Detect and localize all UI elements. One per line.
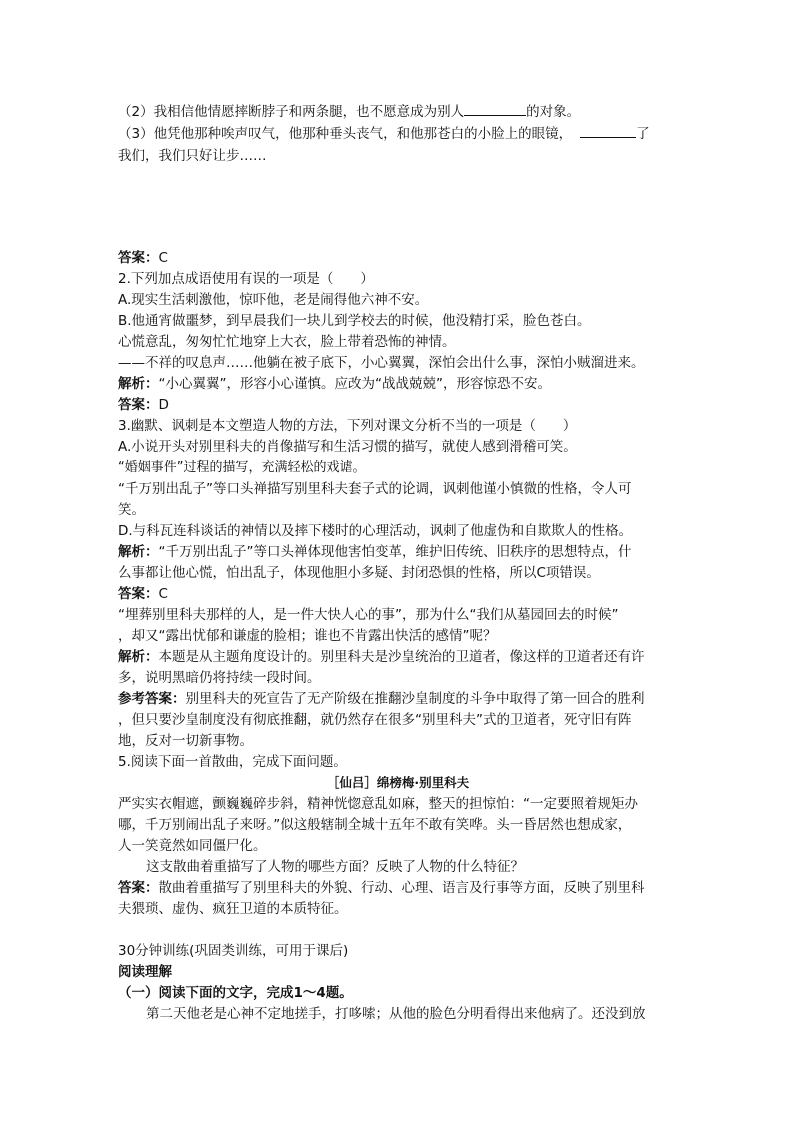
question-3-option-d: D.与科瓦连科谈话的神情以及摔下楼时的心理活动，讽刺了他虚伪和自欺欺人的性格。 [118,523,633,539]
item-3-continued: 我们，我们只好让步…… [118,148,267,164]
answer-value: C [158,586,168,602]
question-4-stem: “埋葬别里科夫那样的人，是一件大快人心的事”，那为什么“我们从墓园回去的时候” [118,607,619,623]
item-3-text: （3）他凭他那种唉声叹气，他那种垂头丧气，和他那苍白的小脸上的眼镜， [118,126,573,142]
item-3-tail: 了 [636,126,650,142]
reference-answer-label: 参考答案： [118,691,186,707]
reference-answer-text: 别里科夫的死宣告了无产阶级在推翻沙皇制度的斗争中取得了第一回合的胜利 [185,691,645,707]
analysis-label: 解析： [118,544,159,560]
reference-answer-continued: 地，反对一切新事物。 [118,733,253,749]
question-4-reference-answer [118,689,645,709]
question-4-stem-continued: ，却又“露出忧郁和谦虚的脸相；谁也不肯露出快活的感情”呢？ [118,628,497,644]
answer-continued: 夫猥琐、虚伪、疯狂卫道的本质特征。 [118,901,348,917]
question-3-option-c-continued: 笑。 [118,502,145,518]
poem-line: 哪，千万别闹出乱子来呀。”似这般辖制全城十五年不敢有笑哗。头一昏居然也想成家， [118,817,632,833]
poem-line: 严实实衣帽遮，颤巍巍碎步斜，精神恍惚意乱如麻，整天的担惊怕：“一定要照着规矩办 [118,796,638,812]
item-2-text: （2）我相信他情愿摔断脖子和两条腿，也不愿意成为别人 [118,104,465,120]
poem-line: 人一笑竟然如同僵尸化。 [118,838,267,854]
question-3-stem: 3.幽默、讽刺是本文塑造人物的方法，下列对课文分析不当的一项是（ ） [118,418,577,434]
question-3-option-c: “千万别出乱子”等口头禅描写别里科夫套子式的论调，讽刺他谨小慎微的性格，令人可 [118,481,632,497]
question-2-option-b: B.他通宵做噩梦，到早晨我们一块儿到学校去的时候，他没精打采，脸色苍白。 [118,313,591,329]
question-2-option-d: ——不祥的叹息声……他躺在被子底下，小心翼翼，深怕会出什么事，深怕小贼溜进来。 [118,355,645,371]
poem-title: ［仙吕］绵榜梅·别里科夫 [326,775,470,790]
question-3-option-b: “婚姻事件”过程的描写，充满轻松的戏谑。 [118,460,366,475]
analysis-text: “千万别出乱子”等口头禅体现他害怕变革，维护旧传统、旧秩序的思想特点，什 [158,544,632,560]
question-2-analysis [118,374,551,394]
training-heading: 30分钟训练(巩固类训练，可用于课后) [118,943,349,959]
analysis-text: “小心翼翼”，形容小心谨慎。应改为“战战兢兢”，形容惊恐不安。 [158,376,551,392]
question-3-option-a: A.小说开头对别里科夫的肖像描写和生活习惯的描写，就使人感到滑稽可笑。 [118,439,577,455]
question-2-answer [118,395,169,415]
question-5-answer [118,878,645,898]
analysis-label: 解析： [118,649,159,665]
question-3-analysis [118,542,632,562]
question-4-analysis [118,647,645,667]
question-4-analysis-continued: 多，说明黑暗仍将持续一段时间。 [118,670,321,686]
answer-text: 散曲着重描写了别里科夫的外貌、行动、心理、语言及行事等方面，反映了别里科 [158,880,645,896]
question-3-analysis-continued: 么事都让他心慌，怕出乱子，体现他胆小多疑、封闭恐惧的性格，所以C项错误。 [118,565,600,581]
reference-answer-continued: ，但只要沙皇制度没有彻底推翻，就仍然存在很多“别里科夫”式的卫道者，死守旧有阵 [118,712,632,728]
question-2-option-c: 心慌意乱，匆匆忙忙地穿上大衣，脸上带着恐怖的神情。 [118,334,456,350]
answer-1 [118,248,168,268]
answer-value: C [158,250,168,266]
question-3-answer [118,584,168,604]
analysis-text: 本题是从主题角度设计的。别里科夫是沙皇统治的卫道者，像这样的卫道者还有许 [158,649,645,665]
question-5-stem: 5.阅读下面一首散曲，完成下面问题。 [118,754,347,770]
fill-blank [580,124,636,138]
item-2 [118,102,580,122]
answer-label: 答案： [118,880,159,896]
item-2-tail: 的对象。 [526,104,581,120]
question-2-stem: 2.下列加点成语使用有误的一项是（ ） [118,271,374,287]
question-2-option-a: A.现实生活刺激他，惊吓他，老是闹得他六神不安。 [118,292,429,308]
answer-label: 答案： [118,586,159,602]
section-heading: 阅读理解 [118,964,172,980]
answer-value: D [158,397,169,413]
answer-label: 答案： [118,250,159,266]
answer-label: 答案： [118,397,159,413]
analysis-label: 解析： [118,376,159,392]
fill-blank [464,102,526,116]
item-3 [118,124,650,144]
passage-paragraph: 第二天他老是心神不定地搓手，打哆嗦；从他的脸色分明看得出来他病了。还没到放 [146,1006,646,1022]
question-5-prompt: 这支散曲着重描写了人物的哪些方面？反映了人物的什么特征？ [146,859,524,875]
subsection-heading: （一）阅读下面的文字，完成1～4题。 [118,985,353,1001]
